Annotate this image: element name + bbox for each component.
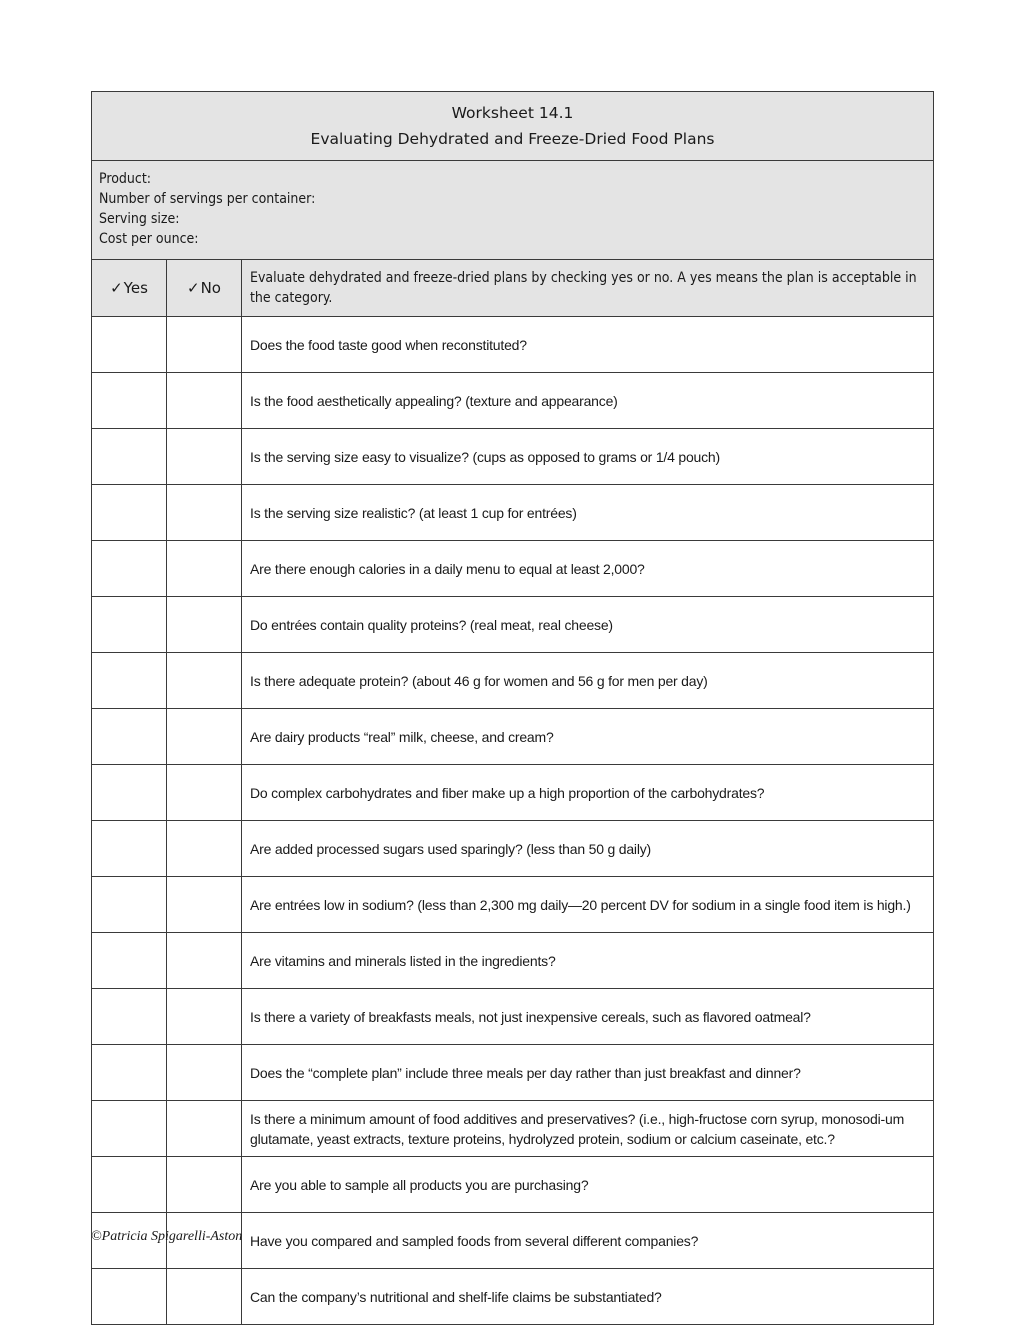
product-label: Product: (99, 171, 152, 187)
question-text: Does the “complete plan” include three meals per day rather than just breakfast and dinner? (242, 1045, 934, 1101)
copyright-notice: ©Patricia Spigarelli-Aston (91, 1229, 243, 1244)
no-checkbox-cell[interactable] (167, 765, 242, 821)
question-text: Are entrées low in sodium? (less than 2,300 mg daily—20 percent DV for sodium in a single food item is high.) (242, 877, 934, 933)
no-checkbox-cell[interactable] (167, 877, 242, 933)
title-row (92, 92, 934, 161)
question-row (92, 765, 934, 821)
checkmark-icon: ✓ (110, 279, 123, 297)
no-checkbox-cell[interactable] (167, 1157, 242, 1213)
checkmark-icon: ✓ (187, 279, 200, 297)
question-row (92, 989, 934, 1045)
worksheet-title (92, 92, 934, 161)
no-checkbox-cell[interactable] (167, 709, 242, 765)
worksheet-number: Worksheet 14.1 (451, 104, 574, 122)
question-text: Is there adequate protein? (about 46 g for women and 56 g for men per day) (242, 653, 934, 709)
question-row (92, 317, 934, 373)
yes-checkbox-cell[interactable] (92, 1101, 167, 1157)
question-row (92, 597, 934, 653)
cost-label: Cost per ounce: (99, 231, 199, 247)
yes-checkbox-cell[interactable] (92, 989, 167, 1045)
yes-checkbox-cell[interactable] (92, 373, 167, 429)
question-text: Is there a variety of breakfasts meals, not just inexpensive cereals, such as flavored oatmeal? (242, 989, 934, 1045)
no-checkbox-cell[interactable] (167, 373, 242, 429)
no-checkbox-cell[interactable] (167, 317, 242, 373)
question-text: Does the food taste good when reconstituted? (242, 317, 934, 373)
question-row (92, 653, 934, 709)
question-row (92, 373, 934, 429)
info-row (92, 161, 934, 260)
servings-label: Number of servings per container: (99, 191, 316, 207)
product-info (92, 161, 934, 260)
worksheet-table (91, 91, 934, 1325)
yes-checkbox-cell[interactable] (92, 933, 167, 989)
no-checkbox-cell[interactable] (167, 1269, 242, 1325)
question-row (92, 821, 934, 877)
question-text: Are dairy products “real” milk, cheese, and cream? (242, 709, 934, 765)
question-text: Is the food aesthetically appealing? (texture and appearance) (242, 373, 934, 429)
yes-column-header (92, 260, 167, 317)
column-header-row (92, 260, 934, 317)
no-checkbox-cell[interactable] (167, 821, 242, 877)
no-column-header (167, 260, 242, 317)
question-row (92, 877, 934, 933)
yes-checkbox-cell[interactable] (92, 877, 167, 933)
yes-checkbox-cell[interactable] (92, 541, 167, 597)
question-text: Are vitamins and minerals listed in the ingredients? (242, 933, 934, 989)
question-row (92, 1269, 934, 1325)
no-checkbox-cell[interactable] (167, 989, 242, 1045)
question-text: Is the serving size easy to visualize? (cups as opposed to grams or 1/4 pouch) (242, 429, 934, 485)
question-text: Are added processed sugars used sparingly? (less than 50 g daily) (242, 821, 934, 877)
question-row (92, 933, 934, 989)
yes-checkbox-cell[interactable] (92, 821, 167, 877)
serving-size-label: Serving size: (99, 211, 180, 227)
yes-checkbox-cell[interactable] (92, 653, 167, 709)
question-text: Have you compared and sampled foods from several different companies? (242, 1213, 934, 1269)
yes-checkbox-cell[interactable] (92, 485, 167, 541)
no-checkbox-cell[interactable] (167, 485, 242, 541)
no-checkbox-cell[interactable] (167, 653, 242, 709)
yes-checkbox-cell[interactable] (92, 317, 167, 373)
no-checkbox-cell[interactable] (167, 597, 242, 653)
no-checkbox-cell[interactable] (167, 429, 242, 485)
question-text: Is there a minimum amount of food additives and preservatives? (i.e., high-fructose corn syrup, monosodi-um glutamate, yeast extracts, texture proteins, hydrolyzed protein, sodium or calcium caseinate, etc.? (242, 1101, 934, 1157)
question-text: Do complex carbohydrates and fiber make up a high proportion of the carbohydrates? (242, 765, 934, 821)
no-checkbox-cell[interactable] (167, 1101, 242, 1157)
question-row (92, 1157, 934, 1213)
question-row (92, 485, 934, 541)
question-text: Are there enough calories in a daily menu to equal at least 2,000? (242, 541, 934, 597)
question-text: Are you able to sample all products you are purchasing? (242, 1157, 934, 1213)
yes-checkbox-cell[interactable] (92, 1157, 167, 1213)
yes-checkbox-cell[interactable] (92, 765, 167, 821)
question-text: Is the serving size realistic? (at least 1 cup for entrées) (242, 485, 934, 541)
question-row (92, 541, 934, 597)
question-row (92, 709, 934, 765)
yes-label: Yes (123, 279, 148, 297)
no-checkbox-cell[interactable] (167, 1045, 242, 1101)
question-text: Do entrées contain quality proteins? (real meat, real cheese) (242, 597, 934, 653)
yes-checkbox-cell[interactable] (92, 597, 167, 653)
question-text: Can the company’s nutritional and shelf-life claims be substantiated? (242, 1269, 934, 1325)
instructions: Evaluate dehydrated and freeze-dried plans by checking yes or no. A yes means the plan is acceptable in the category. (242, 260, 934, 317)
question-row (92, 429, 934, 485)
yes-checkbox-cell[interactable] (92, 709, 167, 765)
no-checkbox-cell[interactable] (167, 933, 242, 989)
question-row (92, 1101, 934, 1157)
question-row (92, 1045, 934, 1101)
yes-checkbox-cell[interactable] (92, 429, 167, 485)
worksheet-heading: Evaluating Dehydrated and Freeze-Dried Food Plans (310, 130, 715, 148)
yes-checkbox-cell[interactable] (92, 1269, 167, 1325)
no-checkbox-cell[interactable] (167, 541, 242, 597)
yes-checkbox-cell[interactable] (92, 1045, 167, 1101)
no-label: No (200, 279, 221, 297)
